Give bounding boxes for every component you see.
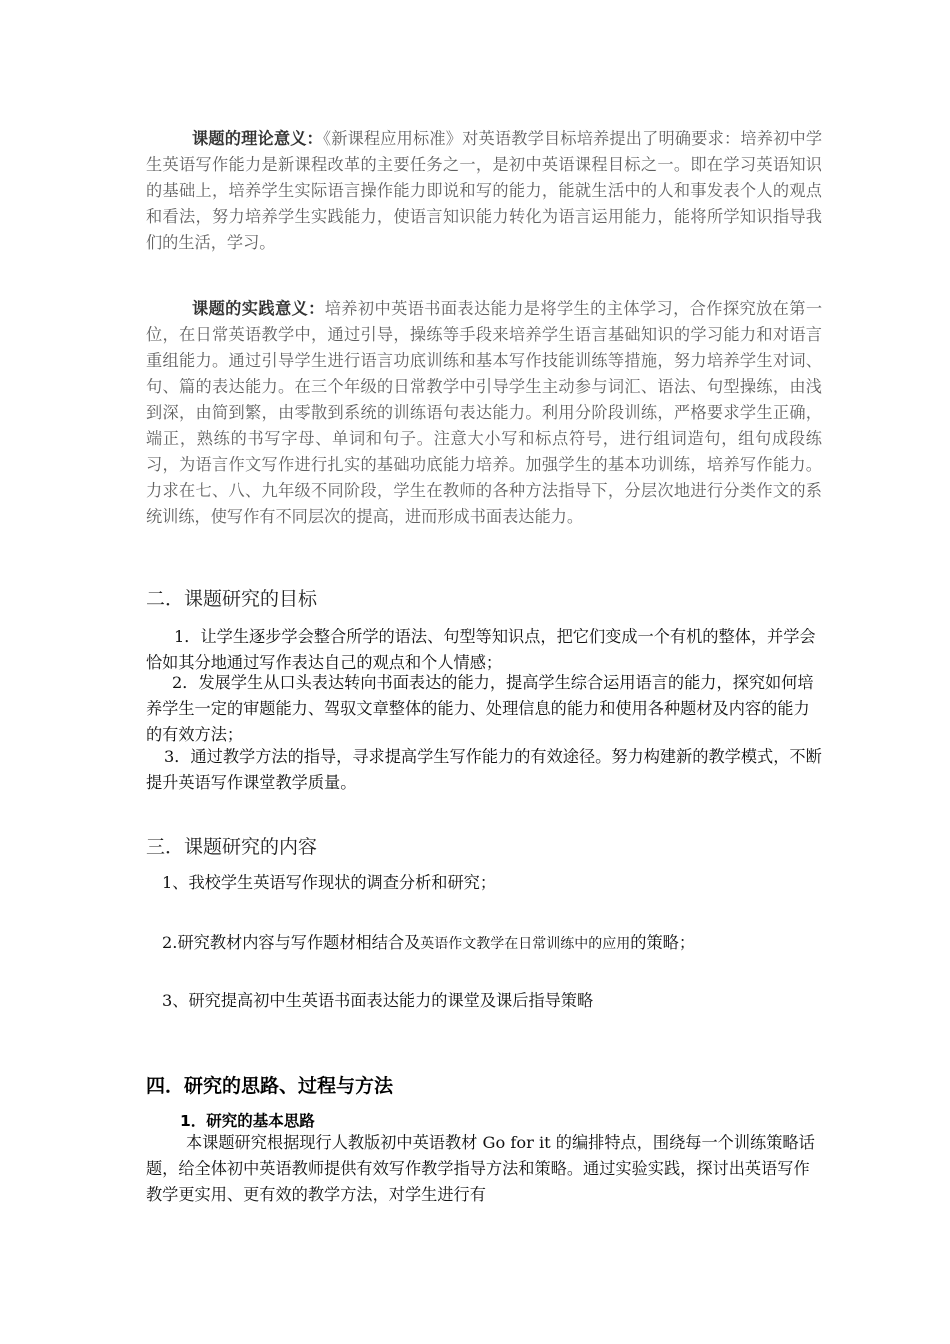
content-item-2: [162, 930, 695, 957]
goal-item-1: 1．让学生逐步学会整合所学的语法、句型等知识点，把它们变成一个有机的整体，并学会恰如其分地通过写作表达自己的观点和个人情感；: [146, 627, 816, 672]
theory-lead: 课题的理论意义：: [192, 129, 323, 148]
section4-heading: 四．研究的思路、过程与方法: [146, 1075, 394, 1097]
theory-paragraph: [146, 126, 822, 256]
theory-text: 《新课程应用标准》对英语教学目标培养提出了明确要求：培养初中学生英语写作能力是新课程改革的主要任务之一，是初中英语课程目标之一。即在学习英语知识的基础上，培养学生实际语言操作能力即说和写的能力，能就生活中的人和事发表个人的观点和看法，努力培养学生实践能力，使语言知识能力转化为语言运用能力，能将所学知识指导我们的生活，学习。: [146, 129, 823, 252]
content-item-1: 1、我校学生英语写作现状的调查分析和研究；: [162, 873, 497, 892]
content-item-2-part-b: 英语作文教学在日常训练中的应用: [420, 936, 631, 952]
content-item-3: 3、研究提高初中生英语书面表达能力的课堂及课后指导策略: [162, 991, 594, 1010]
section2-heading: 二．课题研究的目标: [146, 588, 318, 610]
content-item-2-part-c: 的策略；: [630, 933, 696, 952]
content-item-2-part-a: 2.研究教材内容与写作题材相结合及: [162, 933, 421, 952]
section4-paragraph: 本课题研究根据现行人教版初中英语教材 Go for it 的编排特点，围绕每一个训练策略话题，给全体初中英语教师提供有效写作教学指导方法和策略。通过实验实践，探讨出英语写作教学更实用、更有效的教学方法，对学生进行有: [146, 1133, 815, 1204]
section4-subheading: 1．研究的基本思路: [180, 1112, 315, 1130]
practice-lead: 课题的实践意义：: [192, 299, 325, 318]
goal-item-2: 2．发展学生从口头表达转向书面表达的能力，提高学生综合运用语言的能力，探究如何培养学生一定的审题能力、驾驭文章整体的能力、处理信息的能力和使用各种题材及内容的能力的有效方法；: [146, 673, 814, 744]
section3-heading: 三．课题研究的内容: [146, 836, 318, 858]
goal-item-3: 3．通过教学方法的指导，寻求提高学生写作能力的有效途径。努力构建新的教学模式，不断提升英语写作课堂教学质量。: [146, 747, 822, 792]
practice-paragraph: [146, 296, 822, 530]
practice-text: 培养初中英语书面表达能力是将学生的主体学习，合作探究放在第一位，在日常英语教学中，通过引导，操练等手段来培养学生语言基础知识的学习能力和对语言重组能力。通过引导学生进行语言功底训练和基本写作技能训练等措施，努力培养学生对词、句、篇的表达能力。在三个年级的日常教学中引导学生主动参与词汇、语法、句型操练，由浅到深，由简到繁，由零散到系统的训练语句表达能力。利用分阶段训练，严格要求学生正确，端正，熟练的书写字母、单词和句子。注意大小写和标点符号，进行组词造句，组句成段练习，为语言作文写作进行扎实的基础功底能力培养。加强学生的基本功训练，培养写作能力。力求在七、八、九年级不同阶段，学生在教师的各种方法指导下，分层次地进行分类作文的系统训练，使写作有不同层次的提高，进而形成书面表达能力。: [146, 299, 823, 526]
